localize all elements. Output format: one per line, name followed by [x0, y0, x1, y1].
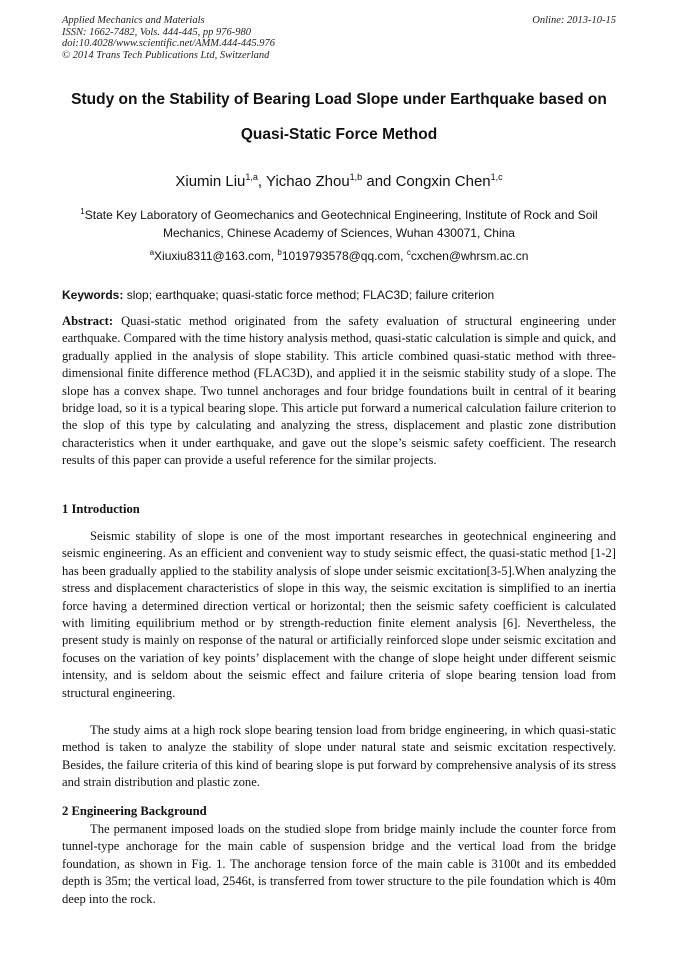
email-marker: b — [277, 248, 282, 257]
paragraph: The study aims at a high rock slope bearing tension load from bridge engineering, in which quasi-static method is taken to analyze the stability of slope under natural state and seismic excitation respectively. Besides, the failure criteria of this kind of bearing slope is put forward by comprehensive analysis of its stress and strain distribution and plastic zone. — [62, 723, 616, 790]
abstract-label: Abstract: — [62, 314, 114, 328]
affiliation-line-1: State Key Laboratory of Geomechanics and Geotechnical Engineering, Institute of Rock and Soil — [84, 208, 598, 222]
email-marker: a — [149, 248, 155, 257]
keywords — [62, 287, 616, 303]
paragraph: The permanent imposed loads on the studied slope from bridge mainly include the counter force from tunnel-type anchorage for the main cable of suspension bridge and the vertical load from the bridge foundation, as shown in Fig. 1. The anchorage tension force of the main cable is 3100t and its embedded depth is 35m; the vertical load, 2546t, is transferred from tower structure to the pile foundation which is 40m deep into the rock. — [62, 822, 616, 906]
email-separator: , — [400, 249, 407, 263]
paragraph: Seismic stability of slope is one of the most important researches in geotechnical engineering and seismic engineering. As an efficient and convenient way to study seismic effect, the quasi-static method [1-2] has been gradually applied to the stability analysis of slope under seismic excitation[3-5].When analyzing the stress and displacement characteristics of slope in this way, the seismic excitation is simplified to an inertia force having a determined direction vertical or horizontal; then the seismic safety coefficient is calculated with limiting equilibrium method or by strength-reduction finite element analysis [6]. Nevertheless, the present study is mainly on response of the natural or artificially reinforced slope under seismic excitation and focuses on the variation of key points’ displacement with the change of slope height under different seismic intensity, and is seldom about the seismic effect and failure criteria of slope bearing tension load from structural engineering. — [62, 529, 616, 700]
email-link[interactable]: cxchen@whrsm.ac.cn — [410, 249, 529, 263]
author-affiliation-marker: 1,a — [245, 172, 258, 182]
email-list — [40, 244, 638, 265]
journal-issn: ISSN: 1662-7482, Vols. 444-445, pp 976-980 — [62, 26, 251, 38]
abstract-text: Quasi-static method originated from the safety evaluation of structural engineering under earthquake. Compared with the time history analysis method, quasi-static calculation is simple and quick, and gradually applied in the analysis of slope stability. This article combined quasi-static method with three-dimensional finite difference method (FLAC3D), and applied it in the seismic stability study of a slope. The slope has a convex shape. Two tunnel anchorages and four bridge foundations built in central of it bearing bridge load, so it is a typical bearing slope. This article put forward a numerical calculation failure criterion to the slop of this type by calculating and analyzing the stress, displacement and plastic zone distribution characteristics when it under earthquake, and gave out the slope’s seismic safety coefficient. The research results of this paper can provide a useful reference for the similar projects. — [62, 314, 616, 468]
author-list — [40, 167, 638, 192]
journal-header — [62, 15, 616, 61]
email-link[interactable]: 1019793578@qq.com — [281, 249, 401, 263]
email-separator: , — [270, 249, 278, 263]
paper-title-line-1: Study on the Stability of Bearing Load Slope under Earthquake based on — [71, 91, 607, 108]
author-affiliation-marker: 1,c — [490, 172, 503, 182]
affiliation-marker: 1 — [80, 207, 85, 216]
author-name: Yichao Zhou — [266, 173, 350, 190]
keywords-text: slop; earthquake; quasi-static force method; FLAC3D; failure criterion — [126, 288, 495, 302]
section-heading-introduction: 1 Introduction — [62, 502, 140, 516]
affiliation-line-2: Mechanics, Chinese Academy of Sciences, Wuhan 430071, China — [163, 226, 515, 240]
journal-doi[interactable]: doi:10.4028/www.scientific.net/AMM.444-445.976 — [62, 38, 275, 49]
journal-copyright: © 2014 Trans Tech Publications Ltd, Switzerland — [62, 49, 270, 61]
section-heading-engineering-background: 2 Engineering Background — [62, 804, 207, 818]
affiliation — [40, 203, 638, 242]
author-separator: and — [362, 173, 396, 190]
keywords-label: Keywords: — [62, 288, 124, 302]
paper-title-line-2: Quasi-Static Force Method — [240, 126, 438, 143]
author-name: Congxin Chen — [395, 173, 491, 190]
email-link[interactable]: Xiuxiu8311@163.com — [154, 249, 271, 263]
email-marker: c — [406, 248, 411, 257]
online-date: Online: 2013-10-15 — [532, 15, 616, 26]
author-name: Xiumin Liu — [175, 173, 246, 190]
author-affiliation-marker: 1,b — [349, 172, 363, 182]
journal-name: Applied Mechanics and Materials — [62, 15, 205, 26]
abstract — [62, 313, 616, 470]
author-separator: , — [257, 173, 266, 190]
